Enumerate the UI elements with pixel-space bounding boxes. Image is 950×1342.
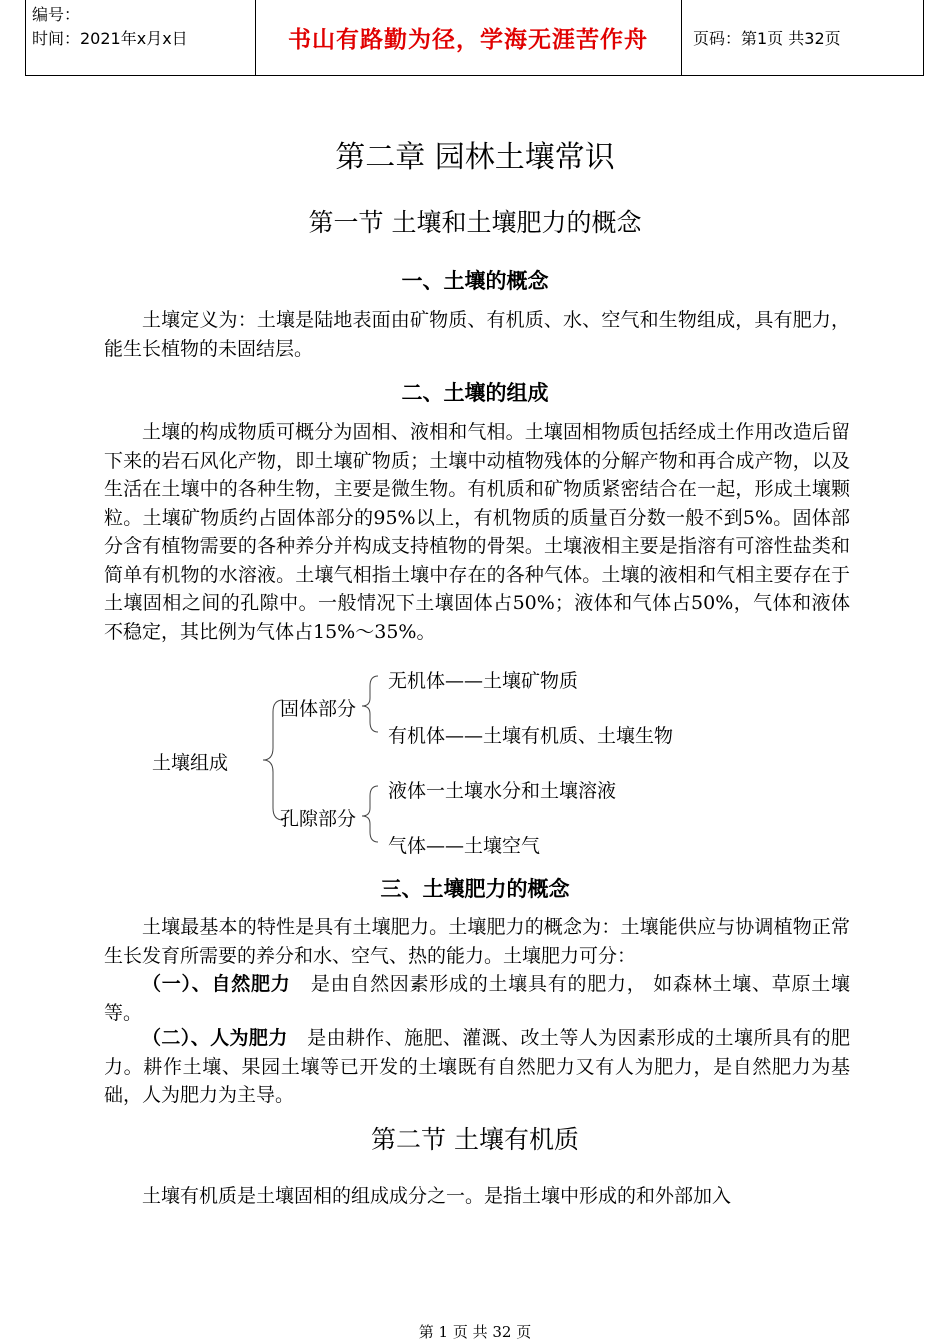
composition-pore: 孔隙部分 [280, 808, 357, 830]
paragraph-soil-definition: 土壤定义为：土壤是陆地表面由矿物质、有机质、水、空气和生物组成，具有肥力，能生长植物的未固结层。 [104, 309, 850, 360]
paragraph-organic-matter: 土壤有机质是土壤固相的组成成分之一。是指土壤中形成的和外部加入 [142, 1185, 732, 1207]
chapter-title: 第二章 园林土壤常识 [335, 140, 615, 175]
header-meta-cell [26, 0, 256, 75]
page-header [25, 0, 924, 76]
composition-organic: 有机体——土壤有机质、土壤生物 [388, 725, 674, 747]
natural-fertility-label: （一）、自然肥力 [142, 973, 291, 995]
subsection-title-3: 三、土壤肥力的概念 [380, 877, 570, 901]
paragraph-human-fertility [104, 1024, 850, 1110]
section-title-1: 第一节 土壤和土壤肥力的概念 [308, 208, 642, 237]
header-motto-cell [255, 0, 682, 75]
paragraph-soil-fertility: 土壤最基本的特性是具有土壤肥力。土壤肥力的概念为：土壤能供应与协调植物正常生长发育所需要的养分和水、空气、热的能力。土壤肥力可分： [104, 916, 850, 967]
human-fertility-text: 是由耕作、施肥、灌溉、改土等人为因素形成的土壤所具有的肥力。耕作土壤、果园土壤等已开发的土壤既有自然肥力又有人为肥力，是自然肥力为基础，人为肥力为主导。 [104, 1027, 850, 1106]
document-date: 时间：2021年x月x日 [32, 29, 188, 48]
natural-fertility-text: 是由自然因素形成的土壤具有的肥力， 如森林土壤、草原土壤等。 [104, 973, 850, 1024]
document-number: 编号： [32, 5, 81, 24]
paragraph-natural-fertility [104, 970, 850, 1027]
composition-gas: 气体——土壤空气 [388, 835, 541, 857]
page-indicator: 页码：第1页 共32页 [693, 29, 841, 48]
header-page-cell [681, 0, 923, 75]
composition-solid: 固体部分 [280, 698, 357, 720]
page-footer: 第 1 页 共 32 页 [418, 1323, 532, 1341]
composition-root: 土壤组成 [152, 752, 229, 774]
human-fertility-label: （二）、人为肥力 [142, 1027, 288, 1049]
subsection-title-1: 一、土壤的概念 [401, 269, 549, 293]
subsection-title-2: 二、土壤的组成 [401, 381, 549, 405]
section-title-2: 第二节 土壤有机质 [371, 1125, 579, 1154]
composition-diagram [0, 660, 950, 860]
composition-liquid: 液体一土壤水分和土壤溶液 [388, 780, 617, 802]
motto: 书山有路勤为径，学海无涯苦作舟 [288, 27, 648, 53]
composition-inorganic: 无机体——土壤矿物质 [388, 670, 579, 692]
paragraph-soil-composition: 土壤的构成物质可概分为固相、液相和气相。土壤固相物质包括经成土作用改造后留下来的岩石风化产物，即土壤矿物质；土壤中动植物残体的分解产物和再合成产物，以及生活在土壤中的各种生物，主要是微生物。有机质和矿物质紧密结合在一起，形成土壤颗粒。土壤矿物质约占固体部分的95%以上，有机物质的质量百分数一般不到5%。固体部分含有植物需要的各种养分并构成支持植物的骨架。土壤液相主要是指溶有可溶性盐类和简单有机物的水溶液。土壤气相指土壤中存在的各种气体。土壤的液相和气相主要存在于土壤固相之间的孔隙中。一般情况下土壤固体占50%；液体和气体占50%，气体和液体不稳定，其比例为气体占15%～35%。 [104, 421, 850, 643]
